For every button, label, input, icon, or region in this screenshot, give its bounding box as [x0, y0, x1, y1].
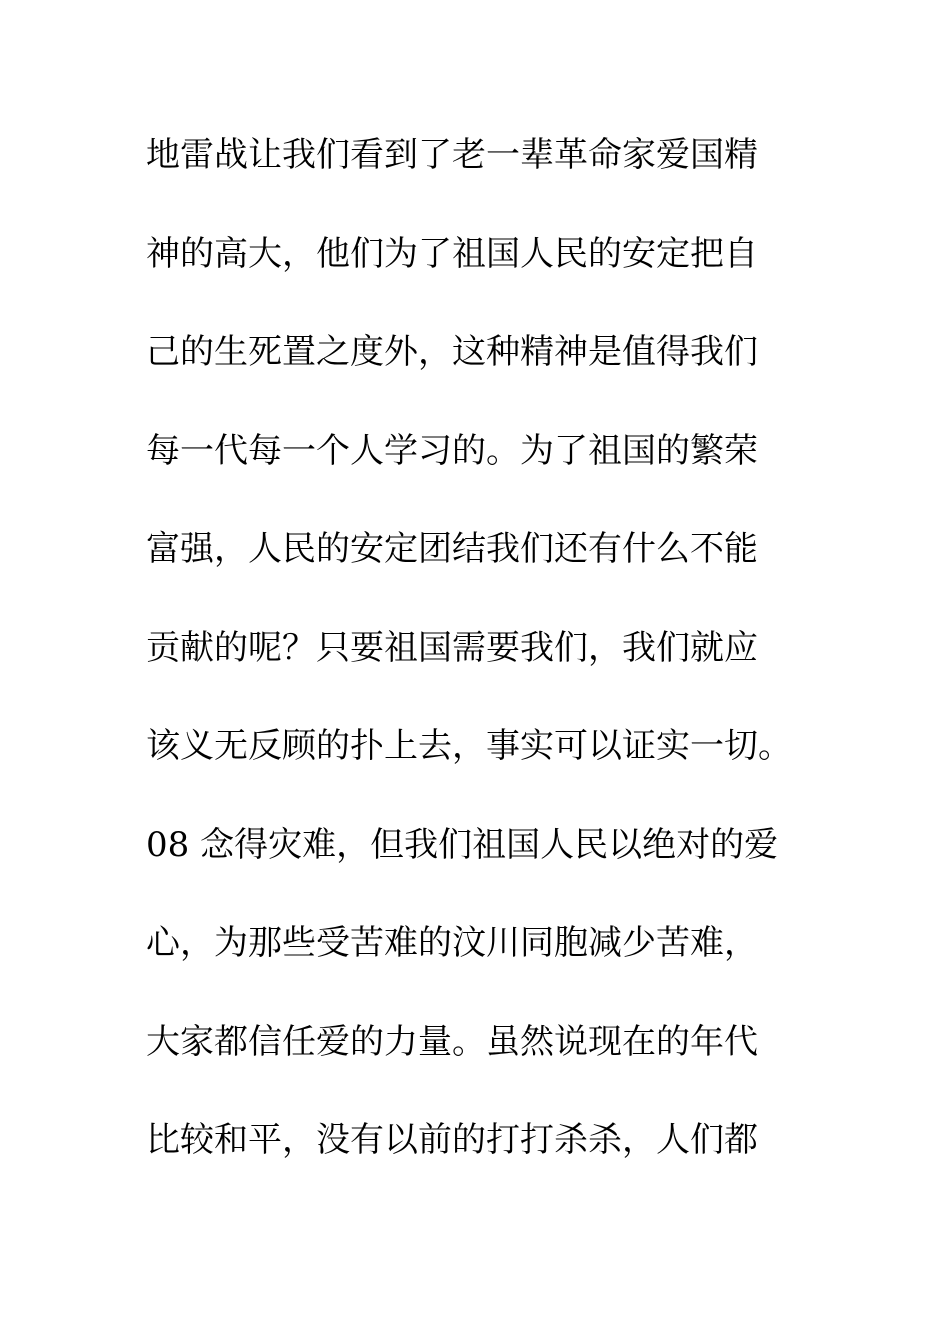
text-line: 己的生死置之度外，这种精神是值得我们 [146, 332, 758, 372]
text-line: 贡献的呢？只要祖国需要我们，我们就应 [146, 627, 758, 668]
text-line: 大家都信任爱的力量。虽然说现在的年代 [146, 1021, 758, 1062]
text-line: 该义无反顾的扑上去，事实可以证实一切。 [146, 726, 792, 766]
text-line: 每一代每一个人学习的。为了祖国的繁荣 [146, 430, 758, 471]
body-text [146, 127, 846, 1211]
text-line: 08 念得灾难，但我们祖国人民以绝对的爱 [146, 824, 779, 865]
text-line: 地雷战让我们看到了老一辈革命家爱国精 [146, 135, 758, 175]
text-line: 神的高大，他们为了祖国人民的安定把自 [146, 233, 758, 274]
text-line: 比较和平，没有以前的打打杀杀，人们都 [146, 1120, 758, 1160]
text-line: 富强，人民的安定团结我们还有什么不能 [146, 529, 758, 569]
text-line: 心，为那些受苦难的汶川同胞减少苦难， [146, 923, 758, 963]
